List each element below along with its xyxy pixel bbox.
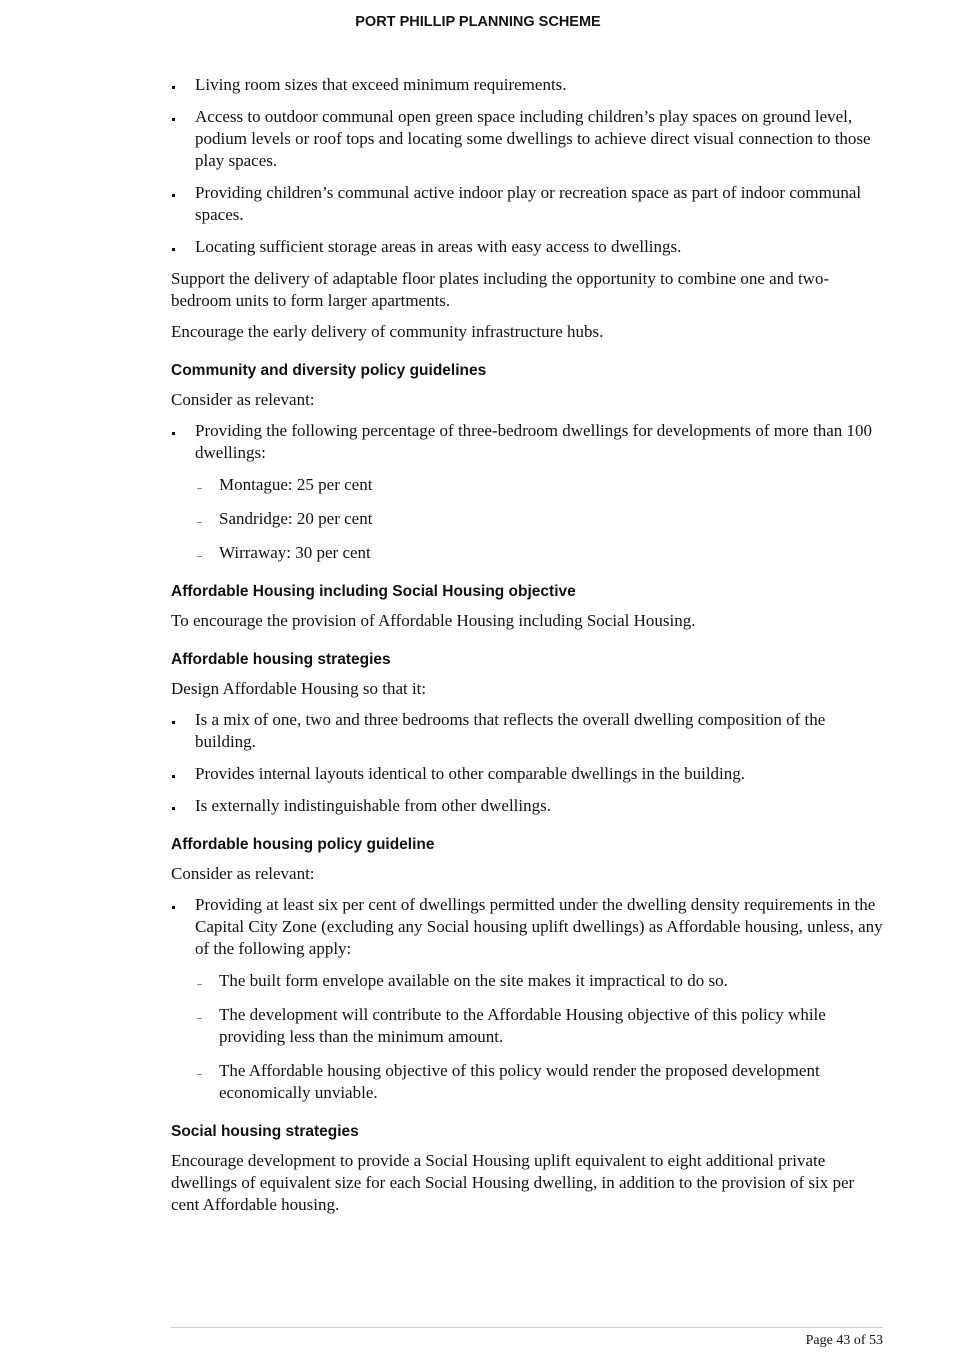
list-item: Providing children’s communal active indoor play or recreation space as part of indoor communal spaces.: [171, 182, 883, 226]
paragraph: Consider as relevant:: [171, 864, 315, 883]
document-body: [171, 74, 883, 1225]
list-item: Is a mix of one, two and three bedrooms that reflects the overall dwelling composition of the building.: [171, 709, 883, 753]
section-heading: Community and diversity policy guidelines: [171, 362, 487, 379]
list-item: Providing at least six per cent of dwellings permitted under the dwelling density requirements in the Capital City Zone (excluding any Social housing uplift dwellings) as Affordable housing, unless, any of the following apply:: [171, 894, 883, 960]
paragraph: To encourage the provision of Affordable Housing including Social Housing.: [171, 611, 696, 630]
list-item: Access to outdoor communal open green space including children’s play spaces on ground level, podium levels or roof tops and locating some dwellings to achieve direct visual connection to those play spaces.: [171, 106, 883, 172]
sub-list-item: The development will contribute to the Affordable Housing objective of this policy while providing less than the minimum amount.: [171, 1004, 883, 1048]
list-item: Provides internal layouts identical to other comparable dwellings in the building.: [171, 763, 883, 785]
section-heading: Affordable Housing including Social Housing objective: [171, 583, 576, 600]
paragraph: Consider as relevant:: [171, 390, 315, 409]
sub-list-item: The built form envelope available on the site makes it impractical to do so.: [171, 970, 883, 992]
sub-list-item: Sandridge: 20 per cent: [171, 508, 883, 530]
list-item: Living room sizes that exceed minimum requirements.: [171, 74, 883, 96]
list-item: Is externally indistinguishable from other dwellings.: [171, 795, 883, 817]
paragraph: Encourage the early delivery of community infrastructure hubs.: [171, 322, 604, 341]
footer-divider: [171, 1327, 883, 1328]
section-heading: Social housing strategies: [171, 1123, 359, 1140]
list-item: Locating sufficient storage areas in areas with easy access to dwellings.: [171, 236, 883, 258]
page-number: Page 43 of 53: [805, 1333, 883, 1348]
sub-list-item: The Affordable housing objective of this policy would render the proposed development economically unviable.: [171, 1060, 883, 1104]
paragraph: Support the delivery of adaptable floor plates including the opportunity to combine one and two-bedroom units to form larger apartments.: [171, 269, 830, 310]
sub-list-item: Wirraway: 30 per cent: [171, 542, 883, 564]
section-heading: Affordable housing policy guideline: [171, 836, 435, 853]
section-heading: Affordable housing strategies: [171, 651, 391, 668]
paragraph: Encourage development to provide a Social Housing uplift equivalent to eight additional private dwellings of equivalent size for each Social Housing dwelling, in addition to the provision of six per cent Affordable housing.: [171, 1151, 855, 1214]
page-header-title: PORT PHILLIP PLANNING SCHEME: [355, 14, 601, 30]
sub-list-item: Montague: 25 per cent: [171, 474, 883, 496]
paragraph: Design Affordable Housing so that it:: [171, 679, 427, 698]
list-item: Providing the following percentage of three-bedroom dwellings for developments of more than 100 dwellings:: [171, 420, 883, 464]
